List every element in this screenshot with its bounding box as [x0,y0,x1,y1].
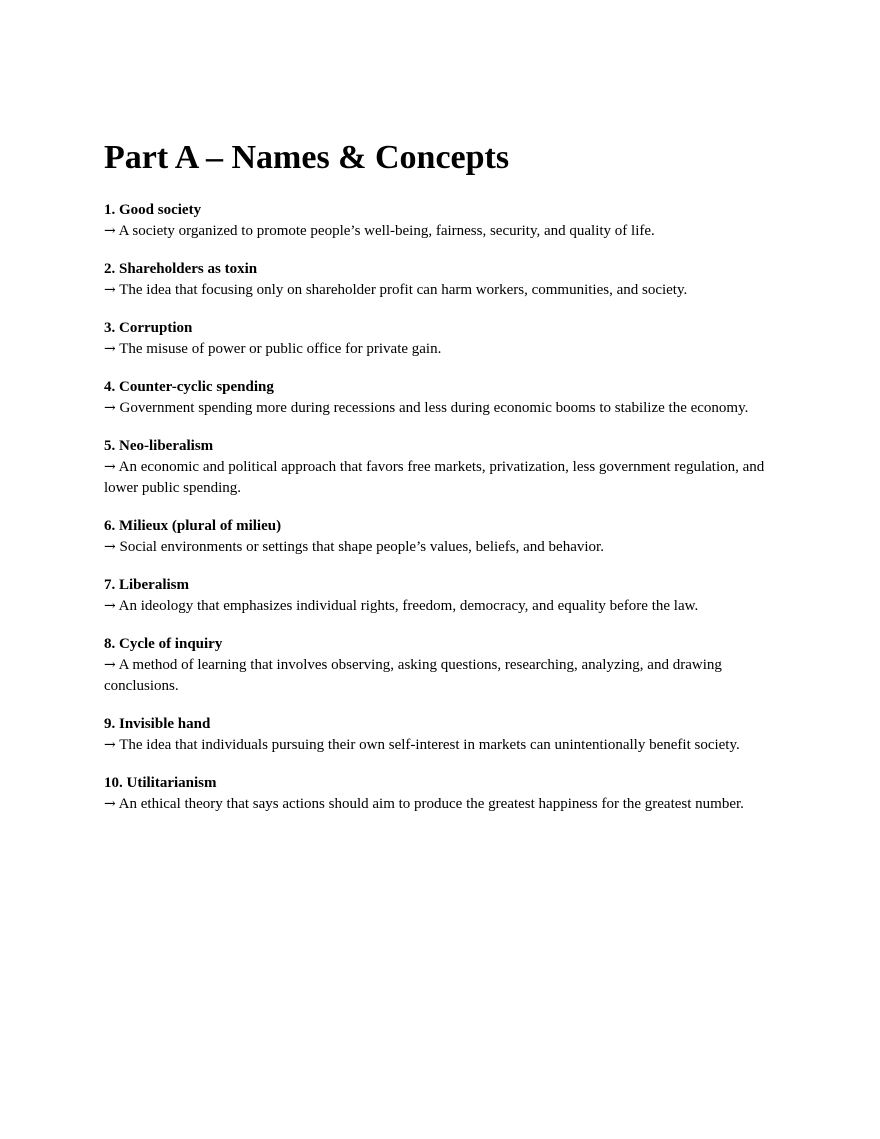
concept-item [104,259,774,301]
concept-term: 7. Liberalism [104,577,189,593]
document-page [104,138,774,832]
right-arrow-icon: → [104,223,116,239]
concept-term: 3. Corruption [104,320,193,336]
concept-term: 5. Neo-liberalism [104,438,214,454]
concept-definition: A society organized to promote people’s well-being, fairness, security, and quality of life. [118,223,655,239]
right-arrow-icon: → [104,282,116,298]
concept-list [104,200,774,815]
concept-term: 6. Milieux (plural of milieu) [104,518,282,534]
concept-item [104,714,774,756]
concept-item [104,575,774,617]
right-arrow-icon: → [104,598,116,614]
concept-item [104,318,774,360]
concept-item [104,516,774,558]
concept-definition: Government spending more during recessions and less during economic booms to stabilize the economy. [119,400,749,416]
concept-term: 4. Counter-cyclic spending [104,379,274,395]
concept-definition: An economic and political approach that favors free markets, privatization, less government regulation, and lower public spending. [104,459,765,496]
concept-term: 1. Good society [104,202,202,218]
concept-definition-line [104,398,774,419]
concept-definition: Social environments or settings that shape people’s values, beliefs, and behavior. [119,539,604,555]
concept-term: 2. Shareholders as toxin [104,261,258,277]
concept-definition-line [104,221,774,242]
right-arrow-icon: → [104,737,116,753]
concept-definition-line [104,735,774,756]
right-arrow-icon: → [104,341,116,357]
concept-definition: A method of learning that involves observing, asking questions, researching, analyzing, and drawing conclusions. [104,657,722,694]
page-title: Part A – Names & Concepts [104,139,510,176]
right-arrow-icon: → [104,459,116,475]
concept-definition-line [104,537,774,558]
concept-definition-line [104,280,774,301]
concept-term: 10. Utilitarianism [104,775,217,791]
concept-term: 8. Cycle of inquiry [104,636,223,652]
concept-definition-line [104,596,774,617]
concept-definition: The idea that focusing only on shareholder profit can harm workers, communities, and society. [119,282,688,298]
concept-definition: The idea that individuals pursuing their own self-interest in markets can unintentionally benefit society. [119,737,740,753]
concept-term: 9. Invisible hand [104,716,211,732]
concept-definition-line [104,457,774,499]
concept-definition: The misuse of power or public office for private gain. [119,341,442,357]
concept-item [104,634,774,697]
concept-definition-line [104,794,774,815]
right-arrow-icon: → [104,657,116,673]
concept-item [104,377,774,419]
right-arrow-icon: → [104,796,116,812]
concept-definition: An ideology that emphasizes individual rights, freedom, democracy, and equality before the law. [118,598,699,614]
concept-item [104,773,774,815]
right-arrow-icon: → [104,539,116,555]
concept-item [104,200,774,242]
right-arrow-icon: → [104,400,116,416]
concept-definition-line [104,339,774,360]
concept-item [104,436,774,499]
concept-definition: An ethical theory that says actions should aim to produce the greatest happiness for the greatest number. [118,796,744,812]
concept-definition-line [104,655,774,697]
